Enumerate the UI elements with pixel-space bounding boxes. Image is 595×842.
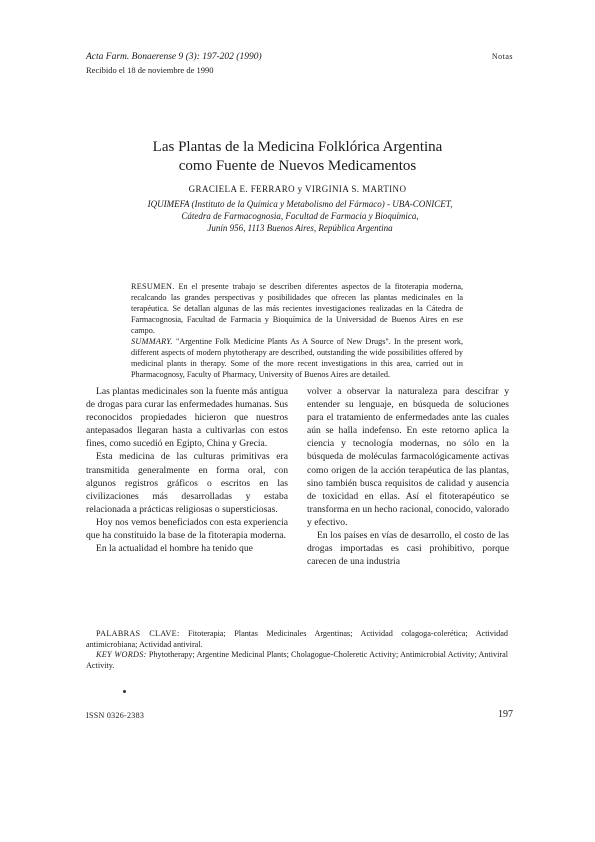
resumen	[131, 281, 463, 336]
title-line-2: como Fuente de Nuevos Medicamentos	[178, 158, 417, 174]
author-list: GRACIELA E. FERRARO y VIRGINIA S. MARTINO	[188, 184, 407, 194]
journal-citation: Acta Farm. Bonaerense 9 (3): 197-202 (1990)	[86, 52, 262, 62]
keywords-en-text: Phytotherapy; Argentine Medicinal Plants; Cholagogue-Choleretic Activity; Antimicrobial Activity; Antiviral Activity.	[86, 650, 509, 670]
article-title	[0, 138, 595, 176]
body-paragraph: Las plantas medicinales son la fuente más antigua de drogas para curar las enfermedades humanas. Sus reconocidos propiedades hicieron que nuestros antepasados llegaran hasta a cultivarlas con estos fines, como sucedió en Egipto, China y Grecia.	[86, 386, 288, 450]
title-line-1: Las Plantas de la Medicina Folklórica Argentina	[152, 139, 443, 155]
body-paragraph: volver a observar la naturaleza para descifrar y entender su lenguaje, en búsqueda de soluciones para el tratamiento de enfermedades ante las cuales aún se halla indefenso. En este retorno aplica la ciencia y tecnología modernas, no sólo en la búsqueda de moléculas farmacológicamente activas como origen de la acción terapéutica de las plantas, sino también busca requisitos de calidad y ausencia de toxicidad en ellas. Así el fitoterapéutico se transforma en un hecho racional, conocido, valorado y efectivo.	[307, 386, 509, 528]
keywords-en	[86, 650, 508, 671]
keywords-es	[86, 629, 508, 650]
footnote-dot	[123, 690, 126, 693]
body-paragraph: Esta medicina de las culturas primitivas era transmitida generalmente en forma oral, con algunos registros gráficos o escritos en las civilizaciones más desarrolladas y estaba relacionada a prácticas religiosas o supersticiosas.	[86, 451, 288, 515]
affiliation-line: Cátedra de Farmacognosia, Facultad de Farmacia y Bioquímica,	[181, 211, 419, 221]
received-date: Recibido el 18 de noviembre de 1990	[86, 65, 214, 75]
affiliation	[110, 198, 490, 234]
body-column-right	[307, 385, 509, 568]
summary	[131, 336, 463, 380]
resumen-text: En el presente trabajo se describen diferentes aspectos de la fitoterapia moderna, recalcando las grandes perspectivas y posibilidades que ofrecen las plantas medicinales en la terapéutica. Se detallan algunas de las más recientes investigaciones realizadas en la Cátedra de Farmacognosia, Facultad de Farmacia y Bioquímica de la Universidad de Buenos Aires en ese campo.	[131, 282, 464, 335]
keywords-block	[86, 629, 508, 671]
keywords-en-label: KEY WORDS:	[96, 650, 147, 659]
page-number: 197	[498, 709, 513, 720]
affiliation-line: Junín 956, 1113 Buenos Aires, República Argentina	[207, 223, 393, 233]
body-column-left	[86, 385, 288, 555]
body-paragraph: En la actualidad el hombre ha tenido que	[96, 543, 253, 555]
keywords-es-label: PALABRAS CLAVE:	[96, 629, 180, 638]
affiliation-line: IQUIMEFA (Instituto de la Química y Metabolismo del Fármaco) - UBA-CONICET,	[147, 199, 453, 209]
body-paragraph: Hoy nos vemos beneficiados con esta experiencia que ha constituido la base de la fitoterapia moderna.	[86, 516, 288, 542]
summary-text: "Argentine Folk Medicine Plants As A Source of New Drugs". In the present work, different aspects of modern phytotherapy are described, outstanding the wide possibilities offered by medicinal plants in therapy. Some of the more recent investigations in this area, carried out in Pharmacognosy, Faculty of Pharmacy, University of Buenos Aires are detailed.	[131, 337, 464, 379]
resumen-label: RESUMEN.	[131, 282, 175, 291]
summary-label: SUMMARY.	[131, 337, 173, 346]
issn: ISSN 0326-2383	[86, 711, 145, 720]
abstract-block	[131, 281, 463, 380]
body-paragraph: En los países en vías de desarrollo, el costo de las drogas importadas es casi prohibitivo, porque carecen de una industria	[307, 530, 509, 568]
keywords-es-text: Fitoterapia; Plantas Medicinales Argentinas; Actividad colagoga-colerética; Actividad antimicrobiana; Actividad antiviral.	[86, 629, 508, 649]
section-label: Notas	[491, 52, 513, 61]
